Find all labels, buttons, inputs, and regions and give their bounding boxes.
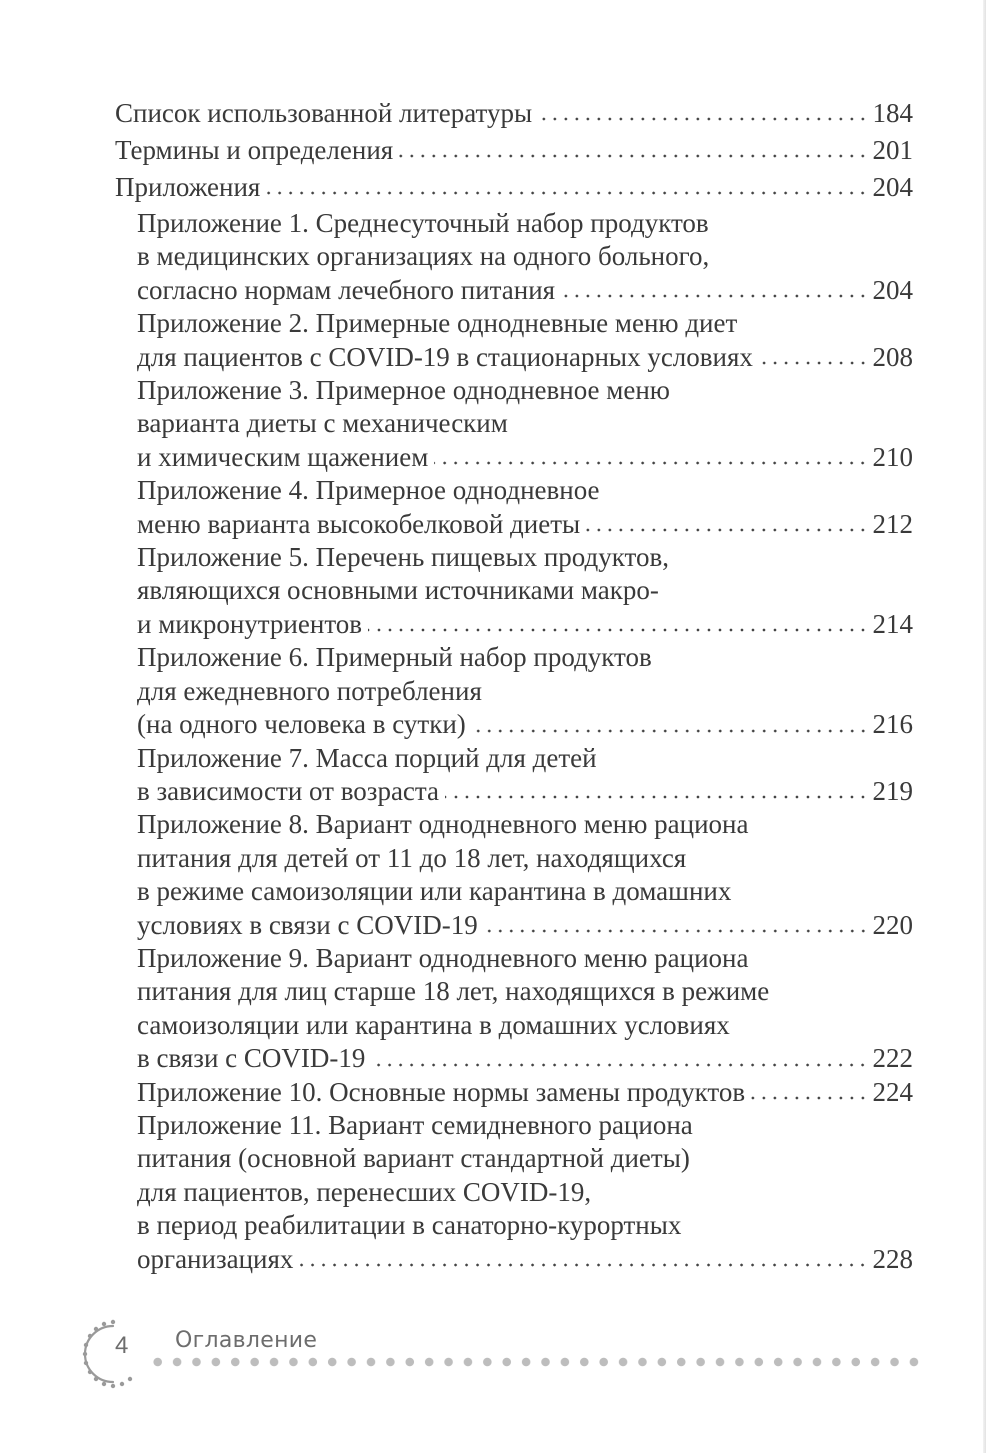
toc-entry-title: организациях: [137, 1243, 294, 1274]
leader-dots: [759, 360, 869, 366]
leader-dots: [434, 460, 868, 466]
toc-entry-line: Приложение 1. Среднесуточный набор продуктов: [137, 208, 709, 238]
toc-entry[interactable]: [115, 374, 913, 474]
leader-dots: [399, 153, 868, 159]
toc-entry-line: Приложение 8. Вариант однодневного меню рациона: [137, 809, 749, 840]
toc-page-number: 216: [872, 709, 913, 740]
toc-entry[interactable]: [115, 742, 913, 809]
toc-entry-line: в режиме самоизоляции или карантина в домашних: [137, 876, 732, 907]
toc-page-number: 228: [872, 1243, 913, 1274]
toc-entry-line: Приложение 11. Вариант семидневного рациона: [137, 1109, 693, 1140]
leader-dots: [484, 928, 869, 934]
toc-entry[interactable]: [115, 170, 913, 204]
toc-entry-line: Приложение 2. Примерные однодневные меню диет: [137, 308, 738, 339]
toc-entry-line: самоизоляции или карантина в домашних условиях: [137, 1009, 730, 1040]
toc-entry-line: в медицинских организациях на одного больного,: [137, 241, 710, 272]
toc-entry-line: для пациентов, перенесших COVID-19,: [137, 1176, 592, 1207]
toc-entry[interactable]: [115, 1076, 913, 1109]
toc-entry-title: Термины и определения: [115, 135, 394, 165]
toc-entry[interactable]: [115, 808, 913, 942]
toc-entry-title: в зависимости от возраста: [137, 775, 440, 806]
toc-page-number: 214: [872, 608, 913, 639]
toc-entry-title: меню варианта высокобелковой диеты: [137, 508, 581, 539]
page-number: 4: [115, 1332, 129, 1359]
leader-dots: [299, 1262, 868, 1268]
leader-dots: [538, 116, 868, 122]
toc-entry-line: Приложение 5. Перечень пищевых продуктов,: [137, 542, 669, 573]
toc-entry[interactable]: [115, 541, 913, 641]
toc-entry-title: Приложения: [115, 172, 261, 202]
section-title: Оглавление: [175, 1328, 318, 1353]
toc-page-number: 212: [872, 508, 913, 539]
toc-entry-line: Приложение 7. Масса порций для детей: [137, 742, 597, 773]
toc-page-number: 204: [872, 172, 913, 202]
toc-entry[interactable]: [115, 307, 913, 374]
toc-page-number: 210: [872, 441, 913, 472]
toc-entry[interactable]: [115, 1109, 913, 1276]
toc-entry-line: в период реабилитации в санаторно-курортных: [137, 1210, 682, 1241]
toc-entry[interactable]: [115, 96, 913, 130]
toc-entry-title: Приложение 10. Основные нормы замены продуктов: [137, 1076, 746, 1107]
footer-dotted-rule: [148, 1356, 923, 1368]
toc-entry-title: условиях в связи с COVID-19: [137, 909, 478, 940]
leader-dots: [445, 794, 868, 800]
leader-dots: [266, 190, 868, 196]
toc-page-number: 201: [872, 135, 913, 165]
toc-entry-line: питания для лиц старше 18 лет, находящихся в режиме: [137, 976, 770, 1007]
toc-entry-line: Приложение 3. Примерное однодневное меню: [137, 375, 670, 406]
toc-entry[interactable]: [115, 474, 913, 541]
toc-entry-line: питания для детей от 11 до 18 лет, находящихся: [137, 842, 687, 873]
table-of-contents: [115, 96, 913, 1276]
toc-entry-title: Список использованной литературы: [115, 98, 533, 128]
toc-entry[interactable]: [115, 207, 913, 307]
toc-entry-title: (на одного человека в сутки): [137, 709, 466, 740]
toc-page-number: 222: [872, 1043, 913, 1074]
leader-dots: [751, 1095, 868, 1101]
toc-page-number: 204: [872, 274, 913, 305]
toc-entry-line: Приложение 6. Примерный набор продуктов: [137, 642, 652, 673]
toc-entry-line: для ежедневного потребления: [137, 675, 482, 706]
toc-page-number: 219: [872, 775, 913, 806]
toc-entry-line: питания (основной вариант стандартной диеты): [137, 1143, 690, 1174]
leader-dots: [472, 728, 869, 734]
toc-entry-title: в связи с COVID-19: [137, 1043, 366, 1074]
toc-entry[interactable]: [115, 942, 913, 1076]
toc-entry[interactable]: [115, 641, 913, 741]
leader-dots: [368, 627, 868, 633]
page-footer: [80, 1318, 940, 1398]
toc-entry-title: и химическим щажением: [137, 441, 429, 472]
toc-entry-title: согласно нормам лечебного питания: [137, 274, 556, 305]
leader-dots: [371, 1062, 868, 1068]
toc-page-number: 220: [872, 909, 913, 940]
toc-page-number: 224: [872, 1076, 913, 1107]
toc-entry[interactable]: [115, 133, 913, 167]
toc-entry-title: для пациентов с COVID-19 в стационарных условиях: [137, 341, 753, 372]
gear-ornament-icon: [80, 1318, 146, 1390]
toc-entry-line: варианта диеты с механическим: [137, 408, 508, 439]
toc-entry-line: Приложение 4. Примерное однодневное: [137, 475, 600, 506]
toc-entry-line: являющихся основными источниками макро-: [137, 575, 659, 606]
page-edge: [983, 0, 986, 1453]
toc-page-number: 184: [872, 98, 913, 128]
leader-dots: [561, 293, 868, 299]
leader-dots: [586, 527, 868, 533]
toc-entry-title: и микронутриентов: [137, 608, 363, 639]
toc-entry-line: Приложение 9. Вариант однодневного меню рациона: [137, 942, 749, 973]
toc-page-number: 208: [872, 341, 913, 372]
